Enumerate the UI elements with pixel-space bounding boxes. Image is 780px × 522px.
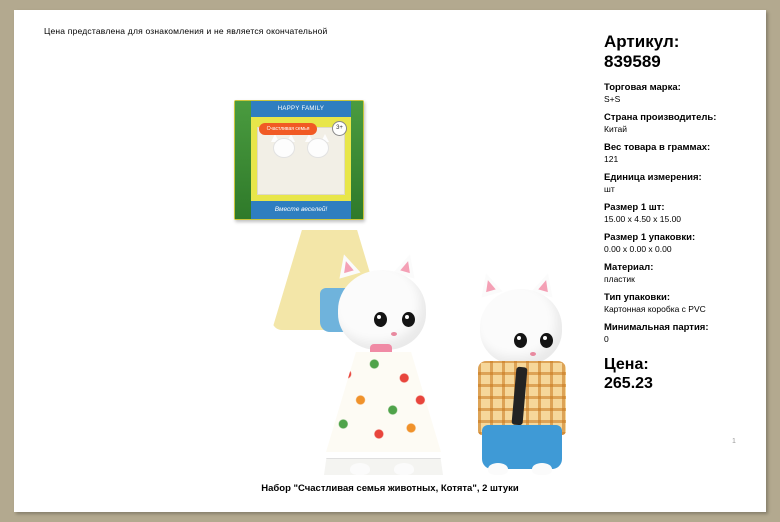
package-top-band: HAPPY FAMILY — [251, 101, 351, 117]
cat-eye-left — [374, 312, 387, 327]
price-disclaimer: Цена представлена для ознакомления и не является окончательной — [44, 26, 328, 36]
spec-value: 15.00 x 4.50 x 15.00 — [604, 214, 682, 224]
spec-value: S+S — [604, 94, 621, 104]
spec-package-type — [604, 292, 764, 315]
spec-brand — [604, 82, 764, 105]
cat-foot-left — [350, 463, 370, 475]
cat-nose — [391, 332, 397, 336]
package-mini-cat-boy — [304, 138, 330, 188]
cat-foot-left — [488, 463, 508, 475]
price-label: Цена: — [604, 356, 649, 373]
spec-value: 0.00 x 0.00 x 0.00 — [604, 244, 672, 254]
spec-key: Минимальная партия: — [604, 322, 709, 333]
cat-eye-left — [514, 333, 527, 348]
sku-value: 839589 — [604, 52, 661, 71]
cat-dress — [326, 352, 441, 452]
price-value: 265.23 — [604, 375, 653, 392]
product-photo — [314, 245, 574, 475]
cat-head — [480, 289, 562, 365]
package-left-band — [235, 101, 251, 219]
product-info — [604, 32, 764, 393]
product-media — [34, 50, 574, 465]
package-image — [234, 100, 364, 220]
spec-key: Вес товара в граммах: — [604, 142, 711, 153]
cat-head — [338, 270, 426, 350]
cat-eye-right — [540, 333, 553, 348]
spec-value: 0 — [604, 334, 609, 344]
package-label: Счастливая семья — [259, 123, 317, 135]
spec-min-batch — [604, 322, 764, 345]
package-bottom-band: Вместе веселей! — [251, 201, 351, 219]
package-window — [257, 127, 345, 195]
spec-key: Материал: — [604, 262, 654, 273]
spec-key: Тип упаковки: — [604, 292, 670, 303]
package-outer — [234, 100, 364, 220]
cat-dress-lace — [324, 458, 443, 475]
spec-value: пластик — [604, 274, 635, 284]
spec-item-size — [604, 202, 764, 225]
cat-foot-right — [394, 463, 414, 475]
mini-head — [307, 138, 329, 158]
spec-unit — [604, 172, 764, 195]
spec-value: Китай — [604, 124, 627, 134]
corner-mark: 1 — [732, 438, 736, 445]
cat-ear-left-icon — [475, 270, 502, 297]
cat-foot-right — [532, 463, 552, 475]
cat-nose — [530, 352, 536, 356]
cat-doll-girl — [324, 260, 444, 475]
spec-country — [604, 112, 764, 135]
spec-value: 121 — [604, 154, 619, 164]
package-right-band — [351, 101, 363, 219]
cat-ear-left-icon — [333, 251, 360, 278]
mini-head — [273, 138, 295, 158]
spec-key: Страна производитель: — [604, 112, 717, 123]
spec-material — [604, 262, 764, 285]
product-sheet — [14, 10, 766, 512]
sku-label: Артикул: — [604, 32, 680, 51]
spec-weight — [604, 142, 764, 165]
spec-key: Размер 1 упаковки: — [604, 232, 696, 243]
cat-eye-right — [402, 312, 415, 327]
spec-key: Размер 1 шт: — [604, 202, 665, 213]
cat-doll-boy — [466, 275, 576, 475]
product-caption: Набор "Счастливая семья животных, Котята", 2 штуки — [261, 483, 519, 494]
spec-value: шт — [604, 184, 615, 194]
spec-key: Торговая марка: — [604, 82, 681, 93]
spec-package-size — [604, 232, 764, 255]
package-age-badge: 3+ — [332, 121, 347, 136]
spec-value: Картонная коробка с PVC — [604, 304, 706, 314]
spec-key: Единица измерения: — [604, 172, 702, 183]
package-mini-cat-girl — [270, 138, 296, 188]
